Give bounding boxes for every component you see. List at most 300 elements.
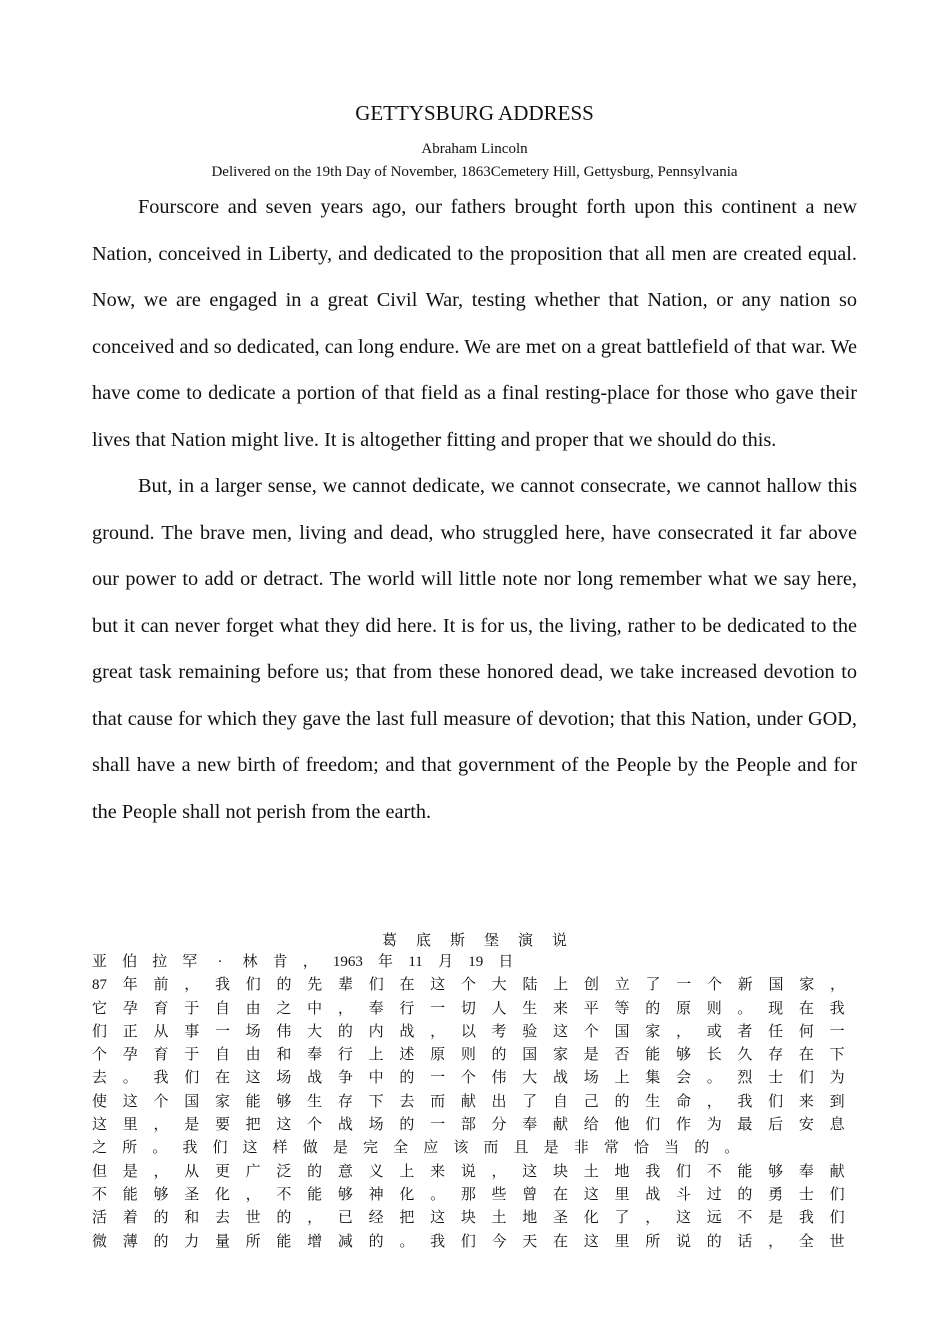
chinese-char: 们 (829, 1186, 845, 1203)
chinese-char: 自 (214, 1047, 230, 1064)
chinese-char: ， (184, 977, 200, 994)
chinese-char: 自 (553, 1093, 569, 1110)
chinese-char: 要 (214, 1117, 230, 1134)
chinese-char: 这 (430, 977, 446, 994)
chinese-char: 土 (583, 1163, 599, 1180)
chinese-char: · (217, 954, 223, 970)
chinese-title (92, 929, 857, 950)
chinese-char: 不 (276, 1186, 292, 1203)
chinese-char: 使 (92, 1093, 108, 1110)
chinese-char: 个 (153, 1093, 169, 1110)
chinese-char: 一 (676, 977, 692, 994)
chinese-char: 一 (430, 1117, 446, 1134)
chinese-char: 完 (362, 1140, 378, 1157)
chinese-char: 上 (399, 1163, 415, 1180)
chinese-char: 过 (706, 1186, 722, 1203)
chinese-char: 而 (483, 1140, 499, 1157)
chinese-char: 来 (553, 1000, 569, 1017)
chinese-byline (92, 951, 845, 974)
chinese-char: 把 (245, 1117, 261, 1134)
chinese-char: 存 (337, 1093, 353, 1110)
chinese-char: 的 (153, 1233, 169, 1250)
chinese-char: 原 (675, 1000, 691, 1017)
chinese-char: 是 (122, 1163, 138, 1180)
chinese-char: 这 (583, 1233, 599, 1250)
chinese-char: 述 (399, 1047, 415, 1064)
document-title: GETTYSBURG ADDRESS (355, 101, 594, 125)
chinese-title-char: 底 (415, 933, 431, 949)
chinese-char: 场 (276, 1070, 292, 1087)
chinese-char: 恰 (633, 1140, 649, 1157)
chinese-char: 圣 (553, 1210, 569, 1227)
chinese-char: 常 (603, 1140, 619, 1157)
chinese-char: 考 (491, 1023, 507, 1040)
chinese-char: 们 (245, 977, 261, 994)
chinese-char: 何 (798, 1023, 814, 1040)
chinese-char: 这 (245, 1070, 261, 1087)
chinese-char: 个 (92, 1047, 108, 1064)
chinese-char: 存 (768, 1047, 784, 1064)
chinese-char: ， (337, 1000, 353, 1017)
chinese-char: 能 (122, 1186, 138, 1203)
chinese-text-row (92, 1021, 845, 1044)
chinese-char: 集 (645, 1070, 661, 1087)
chinese-title-char: 葛 (381, 933, 397, 949)
chinese-char: 里 (614, 1186, 630, 1203)
chinese-char: 战 (553, 1070, 569, 1087)
chinese-char: 。 (724, 1140, 740, 1157)
chinese-char: 献 (553, 1117, 569, 1134)
chinese-char: 化 (399, 1186, 415, 1203)
chinese-char: 年 (122, 977, 138, 994)
chinese-char: 个 (307, 1117, 323, 1134)
chinese-char: 为 (706, 1117, 722, 1134)
chinese-char: 否 (614, 1047, 630, 1064)
chinese-char: 力 (184, 1233, 200, 1250)
chinese-char: 作 (675, 1117, 691, 1134)
chinese-char: 献 (460, 1093, 476, 1110)
chinese-char: 1963 (332, 954, 363, 970)
chinese-char: 个 (460, 1070, 476, 1087)
chinese-char: 那 (460, 1186, 476, 1203)
chinese-text-row (92, 1161, 845, 1184)
chinese-char: 战 (337, 1117, 353, 1134)
chinese-char: 块 (553, 1163, 569, 1180)
chinese-char: 者 (737, 1023, 753, 1040)
chinese-char: 伯 (122, 954, 138, 970)
chinese-char: 烈 (737, 1070, 753, 1087)
chinese-char: 而 (430, 1093, 446, 1110)
chinese-char: 是 (583, 1047, 599, 1064)
chinese-char: 育 (153, 1000, 169, 1017)
chinese-char: 去 (92, 1070, 108, 1087)
chinese-char: 不 (92, 1186, 108, 1203)
chinese-char: ， (675, 1023, 691, 1040)
chinese-char: 等 (614, 1000, 630, 1017)
chinese-char: 切 (460, 1000, 476, 1017)
chinese-char: 能 (245, 1093, 261, 1110)
chinese-char: 的 (706, 1233, 722, 1250)
chinese-char: 验 (522, 1023, 538, 1040)
chinese-char: 这 (430, 1210, 446, 1227)
chinese-char: 我 (430, 1233, 446, 1250)
chinese-char: 奉 (368, 1000, 384, 1017)
chinese-char: 应 (423, 1140, 439, 1157)
chinese-char: 些 (491, 1186, 507, 1203)
chinese-char: 年 (377, 954, 393, 970)
chinese-char: 伟 (276, 1023, 292, 1040)
chinese-char: 们 (92, 1023, 108, 1040)
chinese-char: 这 (92, 1117, 108, 1134)
chinese-char: 了 (522, 1093, 538, 1110)
chinese-char: 把 (399, 1210, 415, 1227)
chinese-char: 够 (153, 1186, 169, 1203)
chinese-char: 来 (798, 1093, 814, 1110)
chinese-char: 所 (122, 1140, 138, 1157)
chinese-char: 孕 (122, 1000, 138, 1017)
chinese-char: 远 (706, 1210, 722, 1227)
chinese-char: 的 (368, 1233, 384, 1250)
chinese-char: 内 (368, 1023, 384, 1040)
chinese-text-row (92, 1137, 845, 1160)
chinese-char: 世 (245, 1210, 261, 1227)
chinese-text-row (92, 1184, 845, 1207)
chinese-char: 大 (307, 1023, 323, 1040)
chinese-char: 他 (614, 1117, 630, 1134)
chinese-char: 一 (430, 1000, 446, 1017)
chinese-char: ， (430, 1023, 446, 1040)
chinese-char: 够 (768, 1163, 784, 1180)
chinese-char: 人 (491, 1000, 507, 1017)
chinese-char: 们 (212, 1140, 228, 1157)
chinese-char: 全 (393, 1140, 409, 1157)
chinese-char: 我 (214, 977, 230, 994)
chinese-char: 肯 (272, 954, 288, 970)
chinese-text-row (92, 974, 845, 997)
chinese-char: 们 (184, 1070, 200, 1087)
chinese-char: 大 (522, 1070, 538, 1087)
chinese-char: 奉 (798, 1163, 814, 1180)
author-name: Abraham Lincoln (421, 141, 528, 157)
chinese-char: 能 (307, 1186, 323, 1203)
chinese-char: 日 (498, 954, 514, 970)
chinese-char: 到 (829, 1093, 845, 1110)
chinese-char: 我 (153, 1070, 169, 1087)
chinese-char: 奉 (522, 1117, 538, 1134)
chinese-char: 来 (430, 1163, 446, 1180)
chinese-char: 微 (92, 1233, 108, 1250)
chinese-char: 这 (675, 1210, 691, 1227)
chinese-char: ， (307, 1210, 323, 1227)
chinese-char: 我 (798, 1210, 814, 1227)
chinese-char: 生 (645, 1093, 661, 1110)
chinese-char: 一 (829, 1023, 845, 1040)
chinese-char: 新 (737, 977, 753, 994)
chinese-char: 非 (573, 1140, 589, 1157)
chinese-char: 的 (645, 1000, 661, 1017)
chinese-char: 罕 (182, 954, 198, 970)
chinese-char: 正 (122, 1023, 138, 1040)
chinese-char: 家 (553, 1047, 569, 1064)
chinese-title-char: 斯 (449, 933, 465, 949)
chinese-char: 平 (583, 1000, 599, 1017)
chinese-char: 安 (798, 1117, 814, 1134)
chinese-char: 。 (430, 1186, 446, 1203)
chinese-char: 国 (184, 1093, 200, 1110)
chinese-char: 这 (553, 1023, 569, 1040)
chinese-char: 行 (337, 1047, 353, 1064)
chinese-text-row (92, 998, 845, 1021)
chinese-char: 一 (430, 1070, 446, 1087)
chinese-char: 的 (307, 1163, 323, 1180)
chinese-char: 部 (460, 1117, 476, 1134)
chinese-char: 。 (152, 1140, 168, 1157)
chinese-char: 个 (460, 977, 476, 994)
chinese-char: 息 (829, 1117, 845, 1134)
chinese-char: 我 (182, 1140, 198, 1157)
chinese-char: 先 (307, 977, 323, 994)
chinese-char: ， (245, 1186, 261, 1203)
chinese-char: ， (829, 977, 845, 994)
chinese-char: 任 (768, 1023, 784, 1040)
chinese-char: 着 (122, 1210, 138, 1227)
chinese-char: ， (645, 1210, 661, 1227)
chinese-char: 由 (245, 1047, 261, 1064)
chinese-char: 最 (737, 1117, 753, 1134)
chinese-char: 薄 (122, 1233, 138, 1250)
chinese-char: 了 (614, 1210, 630, 1227)
chinese-char: 则 (460, 1047, 476, 1064)
chinese-char: 在 (798, 1000, 814, 1017)
chinese-char: 上 (614, 1070, 630, 1087)
chinese-char: 。 (122, 1070, 138, 1087)
chinese-char: 土 (491, 1210, 507, 1227)
chinese-char: 后 (768, 1117, 784, 1134)
chinese-char: 我 (829, 1000, 845, 1017)
chinese-char: 世 (829, 1233, 845, 1250)
chinese-body (92, 951, 845, 1254)
chinese-char: 够 (337, 1186, 353, 1203)
chinese-char: 长 (706, 1047, 722, 1064)
chinese-char: 化 (583, 1210, 599, 1227)
chinese-char: 经 (368, 1210, 384, 1227)
chinese-char: 分 (491, 1117, 507, 1134)
chinese-char: 量 (214, 1233, 230, 1250)
chinese-char: 战 (307, 1070, 323, 1087)
chinese-char: 不 (737, 1210, 753, 1227)
chinese-char: 天 (522, 1233, 538, 1250)
chinese-char: 这 (122, 1093, 138, 1110)
chinese-char: 们 (829, 1210, 845, 1227)
delivery-info: Delivered on the 19th Day of November, 1863Cemetery Hill, Gettysburg, Pennsylvania (211, 164, 738, 180)
chinese-char: ， (153, 1163, 169, 1180)
chinese-char: 能 (645, 1047, 661, 1064)
chinese-char: 命 (675, 1093, 691, 1110)
chinese-char: ， (768, 1233, 784, 1250)
chinese-char: 这 (242, 1140, 258, 1157)
chinese-char: 生 (522, 1000, 538, 1017)
chinese-char: 该 (453, 1140, 469, 1157)
chinese-char: 一 (214, 1023, 230, 1040)
chinese-char: 这 (276, 1117, 292, 1134)
chinese-char: 里 (122, 1117, 138, 1134)
chinese-char: 但 (92, 1163, 108, 1180)
chinese-char: 们 (368, 977, 384, 994)
chinese-char: 所 (245, 1233, 261, 1250)
chinese-char: 能 (276, 1233, 292, 1250)
chinese-char: 战 (645, 1186, 661, 1203)
chinese-text-row (92, 1091, 845, 1114)
chinese-title-char: 演 (518, 933, 534, 949)
chinese-char: 在 (214, 1070, 230, 1087)
chinese-char: 育 (153, 1047, 169, 1064)
chinese-char: 自 (214, 1000, 230, 1017)
chinese-char: 陆 (522, 977, 538, 994)
chinese-char: 勇 (768, 1186, 784, 1203)
chinese-char: 争 (337, 1070, 353, 1087)
chinese-char: 士 (768, 1070, 784, 1087)
chinese-char: 上 (368, 1047, 384, 1064)
chinese-char: 的 (737, 1186, 753, 1203)
chinese-char: ， (302, 954, 318, 970)
chinese-char: 的 (491, 1047, 507, 1064)
chinese-char: 们 (798, 1070, 814, 1087)
chinese-char: 义 (368, 1163, 384, 1180)
chinese-char: ， (706, 1093, 722, 1110)
chinese-char: 87 (92, 977, 107, 994)
chinese-char: 场 (245, 1023, 261, 1040)
chinese-char: 斗 (675, 1186, 691, 1203)
chinese-char: 是 (184, 1117, 200, 1134)
chinese-text-row (92, 1044, 845, 1067)
chinese-char: 士 (798, 1186, 814, 1203)
paragraph-1: Fourscore and seven years ago, our fathers brought forth upon this continent a new Nation, conceived in Liberty, and dedicated to the proposition that all men are created equal. Now, we are engaged in a great Civil War, testing whether that Nation, or any nation so conceived and so dedicated, can long endure. We are met on a great battlefield of that war. We have come to dedicate a portion of that field as a final resting-place for those who gave their lives that Nation might live. It is altogether fitting and proper that we should do this. (92, 196, 857, 451)
chinese-char: 减 (337, 1233, 353, 1250)
chinese-char: 们 (645, 1117, 661, 1134)
chinese-char: 去 (399, 1093, 415, 1110)
chinese-char: 月 (438, 954, 454, 970)
chinese-title-char: 说 (552, 933, 568, 949)
chinese-char: 家 (214, 1093, 230, 1110)
chinese-char: 里 (614, 1233, 630, 1250)
chinese-char: 由 (245, 1000, 261, 1017)
chinese-char: 且 (513, 1140, 529, 1157)
chinese-char: 更 (214, 1163, 230, 1180)
chinese-char: 地 (522, 1210, 538, 1227)
chinese-char: 够 (675, 1047, 691, 1064)
chinese-text-row (92, 1114, 845, 1137)
chinese-char: 场 (583, 1070, 599, 1087)
chinese-char: 的 (399, 1070, 415, 1087)
chinese-char: 的 (153, 1210, 169, 1227)
chinese-char: 够 (276, 1093, 292, 1110)
chinese-char: 意 (337, 1163, 353, 1180)
chinese-char: 亚 (92, 954, 108, 970)
chinese-char: 大 (491, 977, 507, 994)
chinese-char: 之 (92, 1140, 108, 1157)
chinese-char: 11 (408, 954, 423, 970)
chinese-char: 化 (214, 1186, 230, 1203)
chinese-char: 从 (184, 1163, 200, 1180)
chinese-char: 当 (664, 1140, 680, 1157)
chinese-char: 去 (214, 1210, 230, 1227)
chinese-char: 话 (737, 1233, 753, 1250)
chinese-char: 在 (553, 1186, 569, 1203)
english-body (92, 184, 857, 835)
chinese-char: 现 (768, 1000, 784, 1017)
chinese-char: 是 (543, 1140, 559, 1157)
chinese-char: 行 (399, 1000, 415, 1017)
chinese-char: 家 (645, 1023, 661, 1040)
chinese-char: 样 (272, 1140, 288, 1157)
chinese-char: 。 (706, 1070, 722, 1087)
chinese-char: 己 (583, 1093, 599, 1110)
chinese-char: 块 (460, 1210, 476, 1227)
chinese-char: 和 (184, 1210, 200, 1227)
chinese-char: 的 (694, 1140, 710, 1157)
chinese-char: ， (491, 1163, 507, 1180)
chinese-title-char: 堡 (484, 933, 500, 949)
chinese-char: 地 (614, 1163, 630, 1180)
chinese-char: 的 (276, 977, 292, 994)
chinese-char: 说 (675, 1233, 691, 1250)
chinese-char: 辈 (337, 977, 353, 994)
chinese-char: 或 (706, 1023, 722, 1040)
chinese-char: 前 (153, 977, 169, 994)
chinese-char: 说 (460, 1163, 476, 1180)
chinese-char: 则 (706, 1000, 722, 1017)
chinese-char: 的 (337, 1023, 353, 1040)
chinese-char: 们 (768, 1093, 784, 1110)
chinese-char: 献 (829, 1163, 845, 1180)
chinese-text-row (92, 1067, 845, 1090)
chinese-char: 是 (768, 1210, 784, 1227)
chinese-char: 不 (706, 1163, 722, 1180)
chinese-char: 的 (399, 1117, 415, 1134)
chinese-char: 家 (799, 977, 815, 994)
chinese-char: 场 (368, 1117, 384, 1134)
chinese-char: 立 (614, 977, 630, 994)
chinese-char: 事 (184, 1023, 200, 1040)
chinese-char: 已 (337, 1210, 353, 1227)
chinese-char: 生 (307, 1093, 323, 1110)
chinese-char: 活 (92, 1210, 108, 1227)
chinese-char: 的 (276, 1210, 292, 1227)
chinese-char: 国 (768, 977, 784, 994)
chinese-char: 我 (737, 1093, 753, 1110)
chinese-char: 孕 (122, 1047, 138, 1064)
chinese-char: 中 (307, 1000, 323, 1017)
chinese-char: 之 (276, 1000, 292, 1017)
chinese-char: 下 (829, 1047, 845, 1064)
chinese-char: 的 (614, 1093, 630, 1110)
chinese-char: 中 (368, 1070, 384, 1087)
chinese-char: 神 (368, 1186, 384, 1203)
chinese-char: 国 (614, 1023, 630, 1040)
chinese-char: 会 (675, 1070, 691, 1087)
chinese-char: 原 (430, 1047, 446, 1064)
chinese-char: ， (153, 1117, 169, 1134)
chinese-char: 以 (460, 1023, 476, 1040)
chinese-char: 我 (645, 1163, 661, 1180)
chinese-char: 上 (553, 977, 569, 994)
chinese-char: 国 (522, 1047, 538, 1064)
paragraph-2: But, in a larger sense, we cannot dedicate, we cannot consecrate, we cannot hallow this ground. The brave men, living and dead, who struggled here, have consecrated it far above our power to add or detract. The world will little note nor long remember what we say here, but it can never forget what they did here. It is for us, the living, rather to be dedicated to the great task remaining before us; that from these honored dead, we take increased devotion to that cause for which they gave the last full measure of devotion; that this Nation, under GOD, shall have a new birth of freedom; and that government of the People by the People and for the People shall not perish from the earth. (92, 475, 857, 823)
chinese-char: 曾 (522, 1186, 538, 1203)
chinese-char: 伟 (491, 1070, 507, 1087)
chinese-char: 创 (583, 977, 599, 994)
chinese-char: 于 (184, 1047, 200, 1064)
